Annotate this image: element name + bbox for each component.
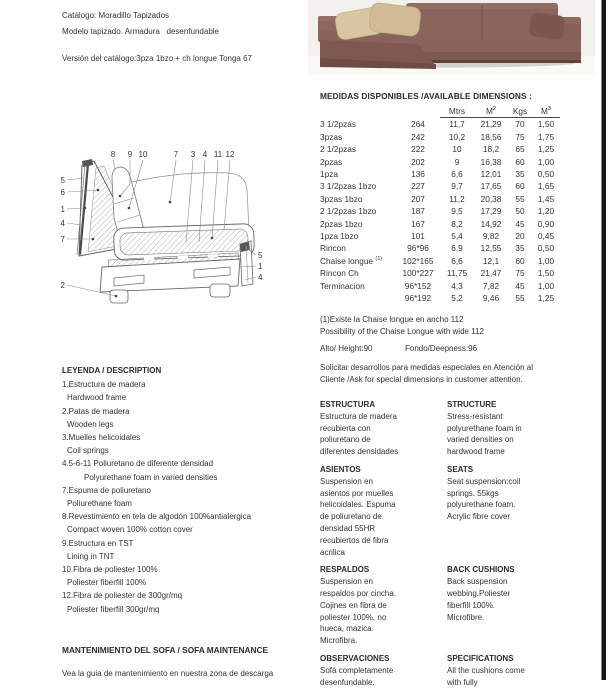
depth-label: Fondo/Deepness:96 <box>405 344 478 353</box>
dimensions-section <box>320 91 570 305</box>
spec-row <box>320 464 580 558</box>
row-m2: 16,38 <box>480 156 502 167</box>
spec-column-en <box>447 653 567 688</box>
legend-items <box>62 378 332 616</box>
row-m2: 9,82 <box>482 231 500 242</box>
row-kgs: 60 <box>515 255 525 266</box>
row-kgs: 70 <box>515 119 525 130</box>
row-size: 242 <box>411 131 425 142</box>
table-row <box>320 205 560 217</box>
legend-item-es: 2.Patas de madera <box>62 406 130 416</box>
callout-number: 5 <box>258 251 263 260</box>
callout-number: 6 <box>60 188 65 197</box>
row-m2: 12,55 <box>480 243 502 254</box>
row-mtrs: 10 <box>452 144 462 155</box>
row-m3: 1,75 <box>537 131 555 142</box>
product-photo <box>308 0 595 75</box>
row-mtrs: 5,2 <box>451 293 463 304</box>
row-m3: 0,90 <box>537 218 555 229</box>
spec-column-es <box>320 653 447 688</box>
row-mtrs: 11,7 <box>449 119 465 130</box>
spec-heading-en: SEATS <box>447 464 474 474</box>
callout-number: 7 <box>173 150 179 159</box>
legend-item-es: 12.Fibra de poliester de 300gr/mq <box>62 591 183 601</box>
row-name: Rincon <box>320 243 346 254</box>
row-size: 222 <box>411 144 425 155</box>
legend-item-es: 4.5-6-11 Poliuretano de diferente densidad <box>62 459 214 469</box>
legend-item-es: 10.Fibra de poliester 100% <box>62 565 158 575</box>
row-mtrs: 10,2 <box>448 131 466 142</box>
row-m2: 12,01 <box>480 169 502 180</box>
spec-body-es: Estructura de madera recubierta con poliuretano de diferentes densidades <box>320 411 399 457</box>
row-m2: 14,92 <box>480 218 502 229</box>
sofa-cross-section-diagram <box>52 138 274 320</box>
table-row <box>320 131 560 143</box>
spec-column-en <box>447 564 567 647</box>
row-m3: 1,00 <box>537 280 555 291</box>
table-row <box>320 292 560 304</box>
page-edge <box>601 0 606 680</box>
table-row <box>320 218 560 230</box>
row-kgs: 75 <box>515 268 525 279</box>
row-mtrs: 6,6 <box>451 169 463 180</box>
row-kgs: 60 <box>515 181 525 192</box>
spec-row <box>320 564 580 647</box>
table-row <box>320 255 560 267</box>
callout-number: 10 <box>138 150 148 159</box>
row-m3: 1,00 <box>537 255 555 266</box>
spec-body-es: Suspension en respaldos por cincha. Cojines en fibra de poliester 100%, no hueca, mazica. Microfibra. <box>320 577 397 646</box>
row-m2: 18,2 <box>482 144 500 155</box>
callout-number: 12 <box>225 150 235 159</box>
row-kgs: 65 <box>515 144 525 155</box>
spec-column-en <box>447 399 567 458</box>
spec-body-en: Seat suspension:coil springs. 55kgs polyurethane foam. Acrylic fibre cover <box>447 476 521 522</box>
callout-number: 4 <box>60 219 65 228</box>
row-kgs: 20 <box>515 231 525 242</box>
row-name: 3 1/2pzas <box>320 119 356 130</box>
row-mtrs: 8,2 <box>451 218 463 229</box>
row-mtrs: 11,2 <box>449 193 465 204</box>
column-header: $M^3$ <box>532 105 560 118</box>
legend-title: LEYENDA / DESCRIPTION <box>62 366 162 375</box>
row-m3: 0,50 <box>537 243 555 254</box>
model-line: Modelo tapizado. Armadura desenfundable <box>62 27 219 36</box>
callout-number: 2 <box>60 281 65 290</box>
legend-item-en: Poliester fiberfill 300gr/mq <box>67 604 160 614</box>
table-row <box>320 168 560 180</box>
spec-heading-en: BACK CUSHIONS <box>447 565 515 575</box>
legend-item-en: Polyurethane foam in varied densities <box>84 472 218 482</box>
row-m3: 1,65 <box>537 181 555 192</box>
spec-column-es <box>320 564 447 647</box>
table-row <box>320 267 560 279</box>
legend-item-en: Hardwood frame <box>67 393 127 403</box>
row-name: Terminacion <box>320 280 365 291</box>
row-m2: 20,38 <box>480 193 502 204</box>
row-m3: 1,45 <box>537 193 555 204</box>
row-m2: 17,65 <box>480 181 502 192</box>
dimensions-table <box>320 105 560 305</box>
column-header: Kgs <box>508 105 532 118</box>
row-mtrs: 9 <box>454 156 460 167</box>
sofa-leg <box>110 290 128 303</box>
footnote-en: Possibility of the Chaise Longue with wide 112 <box>320 326 484 336</box>
callout-number: 9 <box>127 150 133 159</box>
row-size: 101 <box>411 231 425 242</box>
row-name: 3 1/2pzas 1bzo <box>320 181 377 192</box>
table-row <box>320 193 560 205</box>
spec-body-en: Back suspension webbing.Poliester fiberfill 100%. Microfibre. <box>447 577 511 622</box>
row-kgs: 50 <box>515 206 525 217</box>
row-m3: 1,20 <box>537 206 555 217</box>
row-mtrs: 6,9 <box>451 243 463 254</box>
legend-item-es: 9.Estructura en TST <box>62 538 134 548</box>
legend-item-en: Coil springs <box>67 446 109 456</box>
row-m2: 21,29 <box>480 119 502 130</box>
spec-body-en: Stress-resistant polyurethane foam in varied densities on hardwood frame <box>447 411 522 457</box>
row-name: 2 1/2pzas 1bzo <box>320 206 377 217</box>
footnote-es: (1)Existe la Chaise longue en ancho 112 <box>320 315 464 324</box>
maintenance-title: MANTENIMIENTO DEL SOFA / SOFA MAINTENANCE <box>62 645 269 655</box>
table-row <box>320 118 560 131</box>
special-sizes-note: Solicitar desarrollos para medidas especiales en Atención al Cliente /Ask for special dimensions in customer attention. <box>320 363 534 384</box>
legend-item-es: 7.Espuma de poliuretano <box>62 485 151 495</box>
row-size: 207 <box>411 193 425 204</box>
version-line: Versión del catálogo:3pza 1bzo + ch longue Tonga 67 <box>62 54 252 63</box>
table-header-row <box>320 105 560 118</box>
catalog-line: Catálogo: Moradillo Tapizados <box>62 11 170 20</box>
legend-item-en: Lining in TNT <box>67 551 115 561</box>
spec-body-es: Suspension en asientos por muelles helicoidales. Espuma de poliuretano de densidad 55HR recubiertos de fibra acrilica <box>320 476 396 557</box>
cross-section-drawing <box>52 138 274 320</box>
table-footnotes <box>320 314 484 337</box>
legend-item-en: Compact woven 100% cotton cover <box>67 525 193 535</box>
row-size: 136 <box>411 169 425 180</box>
row-name: 2pzas <box>320 156 343 167</box>
row-m2: 12,1 <box>482 255 500 266</box>
callout-number: 7 <box>60 235 65 244</box>
row-kgs: 35 <box>515 169 525 180</box>
row-kgs: 55 <box>515 293 525 304</box>
row-m2: 7,82 <box>482 280 500 291</box>
row-size: 187 <box>411 206 425 217</box>
table-row <box>320 156 560 168</box>
row-mtrs: 6,6 <box>451 255 463 266</box>
row-m3: 1,50 <box>537 268 555 279</box>
empty-header <box>320 105 396 118</box>
spec-column-es <box>320 464 447 558</box>
callout-number: 1 <box>258 262 263 271</box>
row-m3: 0,50 <box>537 169 555 180</box>
row-size: 227 <box>411 181 425 192</box>
catalog-header <box>62 8 252 67</box>
row-name: 2pzas 1bzo <box>320 218 363 229</box>
empty-header <box>396 105 440 118</box>
legend-item-es: 3.Muelles helicoidales <box>62 433 141 443</box>
row-m2: 21,47 <box>480 268 502 279</box>
overall-measures <box>320 344 570 356</box>
row-size: 96*192 <box>404 293 432 304</box>
row-m2: 17,29 <box>480 206 502 217</box>
callout-number: 1 <box>60 205 65 214</box>
row-mtrs: 5,4 <box>451 231 463 242</box>
row-kgs: 45 <box>515 280 525 291</box>
sofa-leg <box>210 284 230 297</box>
spec-heading-es: ESTRUCTURA <box>320 400 376 409</box>
height-label: Alto/ Height:90 <box>320 344 373 353</box>
row-m3: 1,25 <box>537 144 555 155</box>
row-name: 2 1/2pzas <box>320 144 356 155</box>
table-row <box>320 242 560 254</box>
row-name: 3pzas 1bzo <box>320 193 363 204</box>
callout-number: 11 <box>213 150 223 159</box>
row-kgs: 35 <box>515 243 525 254</box>
row-m3: 1,00 <box>537 156 555 167</box>
column-header: Mtrs <box>440 105 474 118</box>
spec-body-es: Sofá completamente desenfundable. <box>320 665 394 687</box>
row-name: Chaise longue $^{(1)}$ <box>320 255 383 266</box>
maintenance-body: Vea la guia de mantenimiento en nuestra zona de descarga <box>62 669 274 678</box>
legend-item-en: Wooden legs <box>67 419 114 429</box>
row-size: 202 <box>411 156 425 167</box>
spec-column-es <box>320 399 447 458</box>
row-name: 1pza 1bzo <box>320 231 359 242</box>
row-mtrs: 9,7 <box>451 181 463 192</box>
callout-number: 8 <box>110 150 116 159</box>
callout-number: 4 <box>202 150 208 159</box>
row-kgs: 75 <box>515 131 525 142</box>
spec-heading-es: ASIENTOS <box>320 464 361 474</box>
row-kgs: 45 <box>515 218 525 229</box>
row-name: 1pza <box>320 169 338 180</box>
spec-heading-es: RESPALDOS <box>320 565 370 575</box>
row-m3: 1,50 <box>537 119 555 130</box>
row-name: Rincon Ch <box>320 268 359 279</box>
spec-row <box>320 653 580 688</box>
table-row <box>320 230 560 242</box>
spec-body-en: All the cushions come with fully <box>447 665 525 687</box>
row-mtrs: 11,75 <box>446 268 468 279</box>
spec-column-en <box>447 464 567 558</box>
spec-heading-en: STRUCTURE <box>447 400 497 409</box>
row-name <box>320 292 396 304</box>
sofa-photo-illustration <box>308 0 595 75</box>
spec-heading-en: SPECIFICATIONS <box>447 653 514 663</box>
spec-heading-es: OBSERVACIONES <box>320 653 390 663</box>
table-row <box>320 143 560 155</box>
row-mtrs: 4,3 <box>451 280 463 291</box>
callout-number: 5 <box>60 176 65 185</box>
row-size: 96*96 <box>407 243 429 254</box>
row-m2: 9,46 <box>482 293 500 304</box>
row-size: 100*227 <box>402 268 434 279</box>
dimensions-title: MEDIDAS DISPONIBLES /AVAILABLE DIMENSIONS : <box>320 91 532 101</box>
legend-section <box>62 364 332 616</box>
row-kgs: 55 <box>515 193 525 204</box>
spec-sections <box>320 399 580 694</box>
row-m2: 18,56 <box>480 131 502 142</box>
row-size: 102*165 <box>402 255 434 266</box>
row-size: 96*152 <box>404 280 432 291</box>
table-row <box>320 180 560 192</box>
row-size: 264 <box>411 119 425 130</box>
row-m3: 1,25 <box>537 293 555 304</box>
column-header: $M^2$ <box>474 105 508 118</box>
callout-number: 3 <box>190 150 196 159</box>
row-mtrs: 9,5 <box>451 206 463 217</box>
row-size: 167 <box>411 218 425 229</box>
legend-item-en: Poliester fiberfill 100% <box>67 578 147 588</box>
table-row <box>320 280 560 292</box>
legend-item-es: 1.Estructura de madera <box>62 380 146 390</box>
row-kgs: 60 <box>515 156 525 167</box>
cover-outline <box>132 173 249 230</box>
legend-item-es: 8.Revestimiento en tela de algodón 100%antialergica <box>62 512 252 522</box>
spec-row <box>320 399 580 458</box>
callout-number: 4 <box>258 273 263 282</box>
row-m3: 0,45 <box>537 231 555 242</box>
legend-item-en: Poliurethane foam <box>67 499 132 509</box>
row-name: 3pzas <box>320 131 343 142</box>
